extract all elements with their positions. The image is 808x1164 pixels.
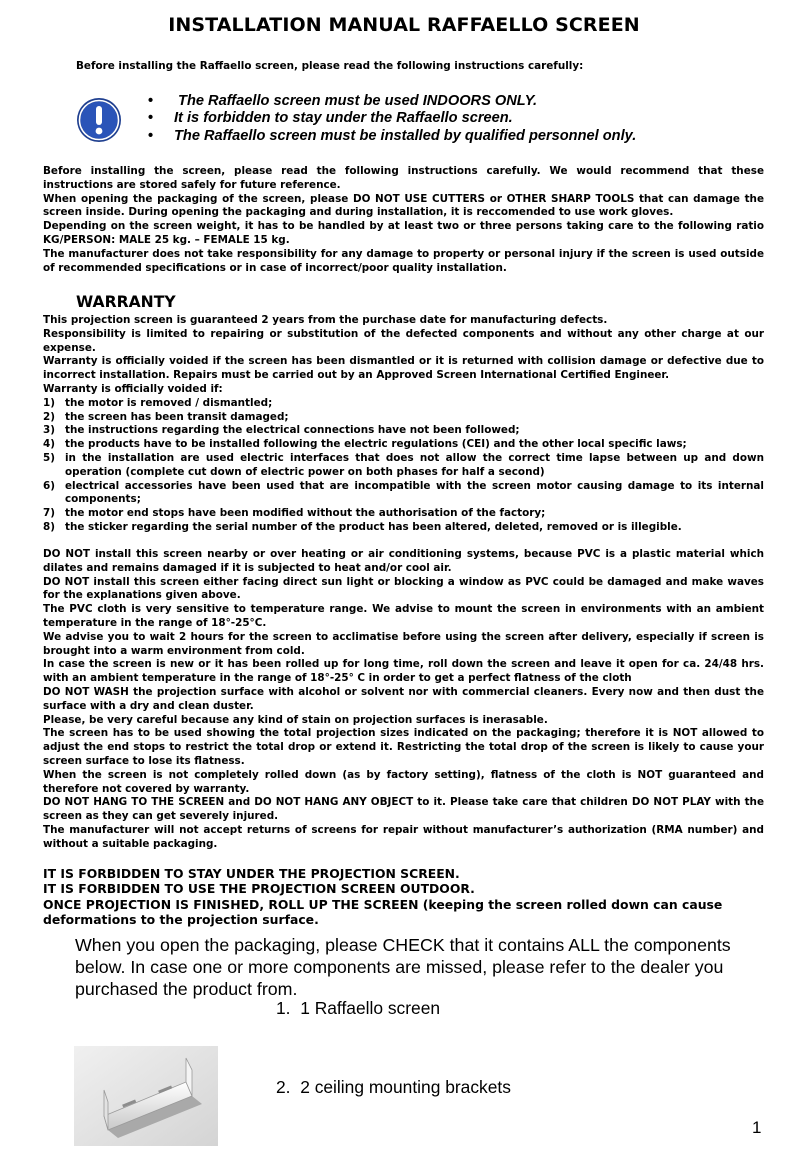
warning-text: The Raffaello screen must be used INDOORS ONLY. xyxy=(174,93,538,109)
general-instructions xyxy=(43,165,764,275)
paragraph: The screen has to be used showing the total projection sizes indicated on the packaging; therefore it is NOT allowed to adjust the end stops to restrict the total drop or extend it. Restricting the total drop of the screen is likely to cause your screen surface to lose its flatness. xyxy=(43,727,764,767)
forbidden-notices xyxy=(43,866,764,928)
paragraph: DO NOT install this screen either facing direct sun light or blocking a window as PVC could be damaged and make waves for the explanations given above. xyxy=(43,575,764,602)
notice: IT IS FORBIDDEN TO STAY UNDER THE PROJECTION SCREEN. xyxy=(43,866,460,881)
item-text: the motor end stops have been modified without the authorisation of the factory; xyxy=(65,507,546,520)
list-item xyxy=(43,507,764,521)
warning-item xyxy=(148,128,636,145)
item-number: 2) xyxy=(43,410,55,423)
component-item xyxy=(276,1077,511,1098)
check-components-text: When you open the packaging, please CHECK that it contains ALL the components below. In case one or more components are missed, please refer to the dealer you purchased the product from. xyxy=(75,935,731,1000)
paragraph: DO NOT HANG TO THE SCREEN and DO NOT HANG ANY OBJECT to it. Please take care that children DO NOT PLAY with the screen as they can get severely injured. xyxy=(43,796,764,823)
warning-list xyxy=(148,93,636,145)
warranty-heading: WARRANTY xyxy=(76,293,176,311)
paragraph: Depending on the screen weight, it has to be handled by at least two or three persons taking care to the following ratio KG/PERSON: MALE 25 kg. – FEMALE 15 kg. xyxy=(43,220,764,246)
warning-item xyxy=(148,110,636,127)
list-item xyxy=(43,411,764,425)
paragraph: DO NOT install this screen nearby or over heating or air conditioning systems, because PVC is a plastic material which dilates and remains damaged if it is subjected to heat and/or cool air. xyxy=(43,548,764,574)
exclamation-icon xyxy=(76,97,122,143)
component-label: 1 Raffaello screen xyxy=(300,998,441,1018)
warranty-conditions xyxy=(43,397,764,535)
paragraph: DO NOT WASH the projection surface with alcohol or solvent nor with commercial cleaners. Every now and then dust the surface with a dry and clean duster. xyxy=(43,685,764,712)
warranty-section xyxy=(43,314,764,535)
paragraph: Warranty is officially voided if the screen has been dismantled or it is returned with collision damage or defective due to incorrect installation. Repairs must be carried out by an Approved Screen International Certified Engineer. xyxy=(43,355,764,382)
item-number: 4) xyxy=(43,438,55,451)
care-instructions xyxy=(43,548,764,852)
item-text: the sticker regarding the serial number of the product has been altered, deleted, removed or is illegible. xyxy=(65,520,682,533)
paragraph: When opening the packaging of the screen, please DO NOT USE CUTTERS or OTHER SHARP TOOLS that can damage the screen inside. During opening the packaging and during installation, it is reccomended to use work gloves. xyxy=(43,192,764,219)
bracket-photo xyxy=(74,1046,218,1146)
component-item xyxy=(276,998,440,1019)
item-number: 5) xyxy=(43,451,55,464)
paragraph: This projection screen is guaranteed 2 years from the purchase date for manufacturing defects. xyxy=(43,314,608,326)
item-number: 7) xyxy=(43,507,55,520)
item-number: 8) xyxy=(43,520,55,533)
item-text: the motor is removed / dismantled; xyxy=(65,396,273,409)
item-text: the products have to be installed following the electric regulations (CEI) and the other local specific laws; xyxy=(65,438,687,451)
list-item xyxy=(43,424,764,438)
item-text: in the installation are used electric interfaces that does not allow the correct time lapse between up and down operation (complete cut down of electric power on both phases for half a second) xyxy=(65,451,764,478)
component-number: 2. xyxy=(276,1077,291,1097)
bullet: • xyxy=(148,127,154,144)
page-number: 1 xyxy=(752,1118,762,1137)
warning-item xyxy=(148,93,636,110)
paragraph: In case the screen is new or it has been rolled up for long time, roll down the screen and leave it open for ca. 24/48 hrs. with an ambient temperature in the range of 18°-25° C in order to get a perfect flatness of the cloth xyxy=(43,658,764,685)
item-number: 3) xyxy=(43,424,55,437)
list-item xyxy=(43,521,764,535)
list-item xyxy=(43,452,764,480)
paragraph: The manufacturer will not accept returns of screens for repair without manufacturer’s authorization (RMA number) and without a suitable packaging. xyxy=(43,823,764,850)
paragraph: Responsibility is limited to repairing or substitution of the defected components and without any other charge at our expense. xyxy=(43,327,764,354)
item-text: the screen has been transit damaged; xyxy=(65,410,289,423)
paragraph: Warranty is officially voided if: xyxy=(43,382,223,395)
paragraph: Please, be very careful because any kind of stain on projection surfaces is inerasable. xyxy=(43,713,548,726)
notice: ONCE PROJECTION IS FINISHED, ROLL UP THE SCREEN (keeping the screen rolled down can cause deformations to the projection surface. xyxy=(43,896,723,928)
page-title: INSTALLATION MANUAL RAFFAELLO SCREEN xyxy=(168,14,640,36)
item-number: 6) xyxy=(43,479,55,492)
paragraph: The manufacturer does not take responsibility for any damage to property or personal injury if the screen is used outside of recommended specifications or in case of incorrect/poor quality installation. xyxy=(43,247,764,274)
paragraph: The PVC cloth is very sensitive to temperature range. We advise to mount the screen in environments with an ambient temperature in the range of 18°-25°C. xyxy=(43,603,764,629)
list-item xyxy=(43,480,764,508)
notice: IT IS FORBIDDEN TO USE THE PROJECTION SCREEN OUTDOOR. xyxy=(43,881,475,897)
item-number: 1) xyxy=(43,396,55,409)
component-number: 1. xyxy=(276,998,291,1018)
list-item xyxy=(43,438,764,452)
bracket-illustration xyxy=(74,1046,218,1146)
list-item xyxy=(43,397,764,411)
paragraph: We advise you to wait 2 hours for the screen to acclimatise before using the screen after delivery, especially if screen is brought into a warm environment from cold. xyxy=(43,630,764,657)
warning-text: The Raffaello screen must be installed by qualified personnel only. xyxy=(174,127,637,144)
warning-text: It is forbidden to stay under the Raffaello screen. xyxy=(174,110,513,127)
item-text: the instructions regarding the electrical connections have not been followed; xyxy=(65,424,520,437)
paragraph: Before installing the screen, please read the following instructions carefully. We would recommend that these instructions are stored safely for future reference. xyxy=(43,165,764,191)
item-text: electrical accessories have been used that are incompatible with the screen motor causing damage to its internal components; xyxy=(65,479,764,506)
bullet: • xyxy=(148,93,154,109)
bullet: • xyxy=(148,110,154,127)
paragraph: When the screen is not completely rolled down (as by factory setting), flatness of the cloth is NOT guaranteed and therefore not covered by warranty. xyxy=(43,768,764,795)
component-label: 2 ceiling mounting brackets xyxy=(300,1077,511,1097)
intro-text: Before installing the Raffaello screen, please read the following instructions carefully: xyxy=(76,60,584,72)
